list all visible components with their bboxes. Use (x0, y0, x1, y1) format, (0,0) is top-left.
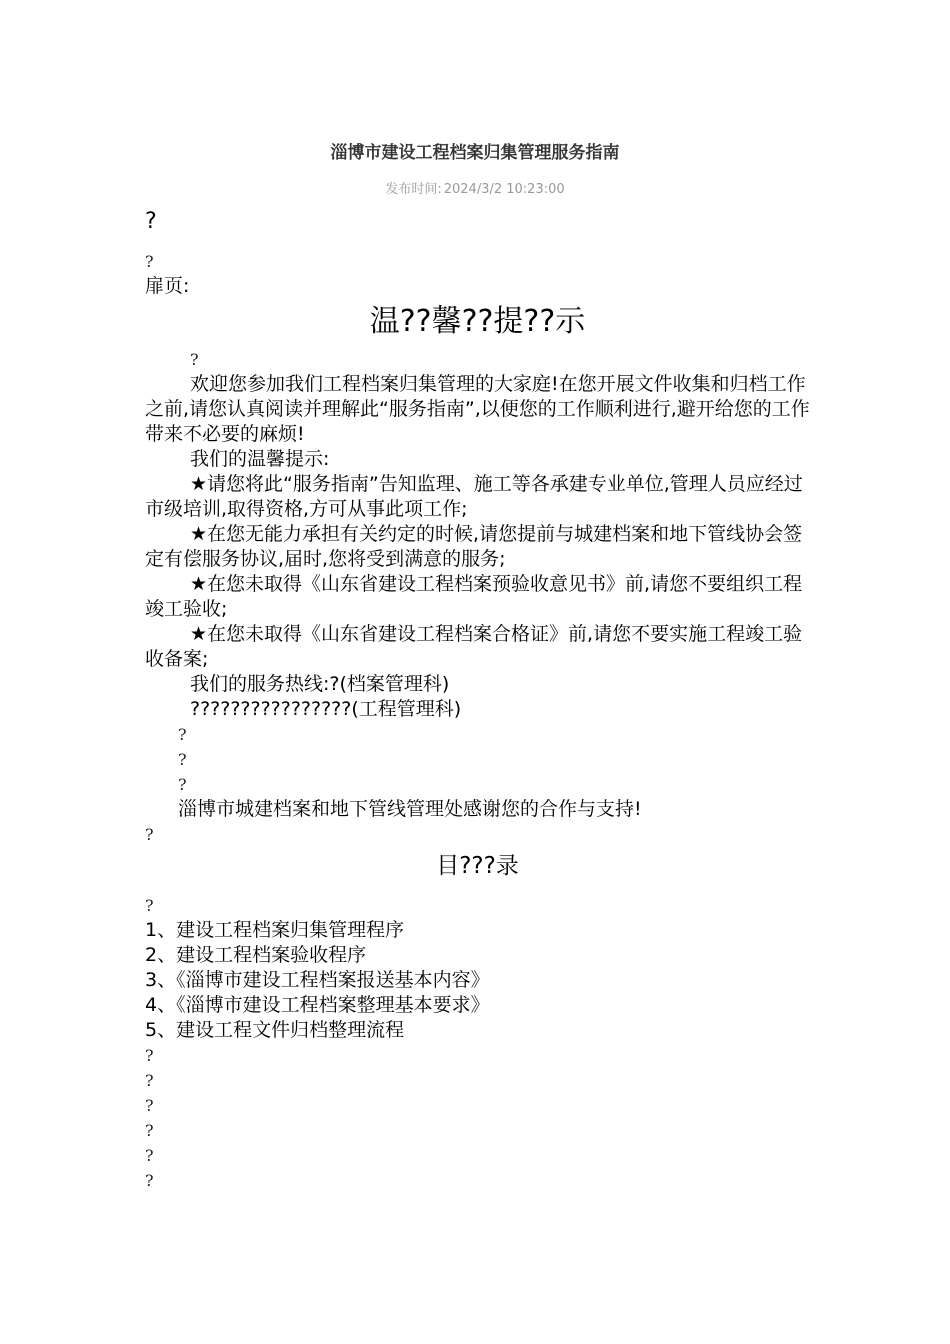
thanks-line: 淄博市城建档案和地下管线管理处感谢您的合作与支持! (178, 798, 642, 820)
placeholder-mark: ? (145, 825, 154, 844)
placeholder-mark: ? (145, 1096, 154, 1115)
welcome-paragraph: 欢迎您参加我们工程档案归集管理的大家庭!在您开展文件收集和归档工作之前,请您认真阅读并理解此“服务指南”,以便您的工作顺利进行,避开给您的工作带来不必要的麻烦! (145, 373, 810, 445)
toc-item: 3、《淄博市建设工程档案报送基本内容》 (145, 969, 490, 991)
publish-time-label: 发布时间: (385, 182, 442, 197)
document-body (145, 205, 810, 1193)
placeholder-mark: ? (145, 252, 154, 271)
fly-page-label: 扉页: (145, 275, 190, 297)
publish-time-value: 2024/3/2 10:23:00 (443, 182, 565, 197)
placeholder-mark: ? (145, 1046, 154, 1065)
tip-item: ★在您无能力承担有关约定的时候,请您提前与城建档案和地下管线协会签定有偿服务协议,届时,您将受到满意的服务; (145, 523, 803, 570)
toc-item: 1、建设工程档案归集管理程序 (145, 919, 405, 941)
tip-item: ★请您将此“服务指南”告知监理、施工等各承建专业单位,管理人员应经过市级培训,取得资格,方可从事此项工作; (145, 473, 803, 520)
placeholder-mark: ? (178, 750, 187, 769)
toc-title: 目???录 (436, 853, 519, 879)
page-title: 淄博市建设工程档案归集管理服务指南 (330, 143, 620, 163)
placeholder-mark: ? (145, 896, 154, 915)
tip-item: ★在您未取得《山东省建设工程档案预验收意见书》前,请您不要组织工程竣工验收; (145, 573, 803, 620)
toc-list (145, 918, 810, 1043)
tips-heading: 我们的温馨提示: (190, 448, 330, 470)
placeholder-mark: ? (145, 1071, 154, 1090)
reminder-title: 温??馨??提??示 (369, 304, 586, 339)
placeholder-mark: ? (145, 1171, 154, 1190)
publish-time (0, 178, 950, 197)
placeholder-mark: ? (145, 1121, 154, 1140)
placeholder-mark: ? (145, 209, 157, 234)
hotline-engineering: ????????????????(工程管理科) (190, 698, 462, 720)
hotline-archive: 我们的服务热线:?(档案管理科) (190, 673, 450, 695)
toc-item: 4、《淄博市建设工程档案整理基本要求》 (145, 994, 490, 1016)
placeholder-mark: ? (178, 775, 187, 794)
placeholder-mark: ? (145, 1146, 154, 1165)
placeholder-mark: ? (178, 725, 187, 744)
toc-item: 2、建设工程档案验收程序 (145, 944, 367, 966)
tip-item: ★在您未取得《山东省建设工程档案合格证》前,请您不要实施工程竣工验收备案; (145, 623, 803, 670)
toc-item: 5、建设工程文件归档整理流程 (145, 1019, 405, 1041)
placeholder-mark: ? (190, 350, 199, 369)
